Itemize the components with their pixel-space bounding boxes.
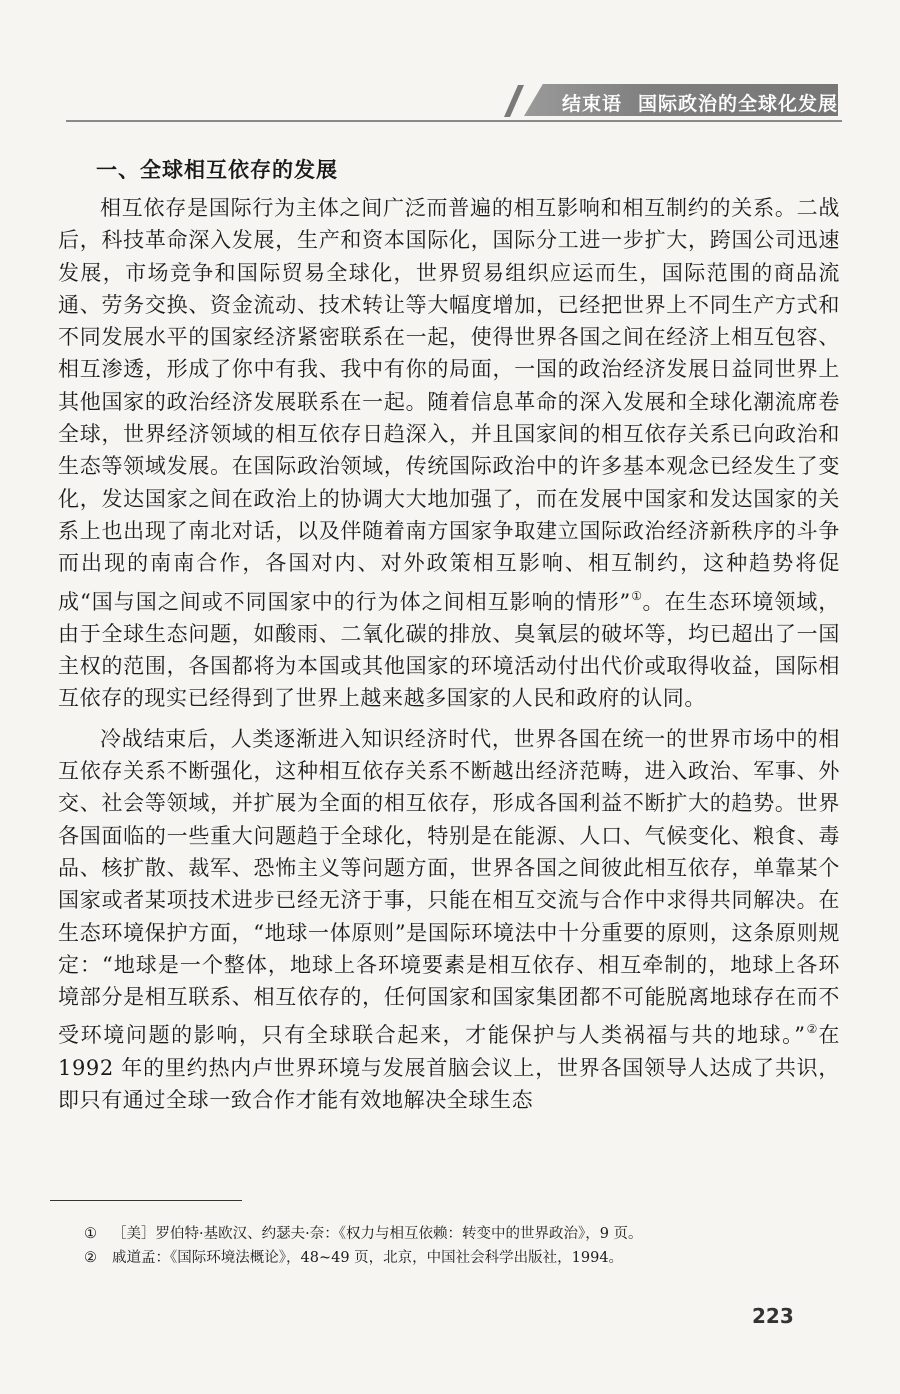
footnote-mark: ② [84, 1250, 97, 1266]
page-number: 223 [752, 1304, 794, 1328]
running-header [498, 81, 838, 119]
paragraph-text: 。在生态环境领域，由于全球生态问题，如酸雨、二氧化碳的排放、臭氧层的破坏等，均已超出了一国主权的范围，各国都将为本国或其他国家的环境活动付出代价或取得收益，国际相互依存的现实已经得到了世界上越来越多国家的人民和政府的认同。 [58, 589, 840, 711]
footnote-text: 戚道孟：《国际环境法概论》，48~49 页，北京，中国社会科学出版社，1994。 [112, 1250, 624, 1266]
paragraph-text: 相互依存是国际行为主体之间广泛而普遍的相互影响和相互制约的关系。二战后，科技革命深入发展，生产和资本国际化，国际分工进一步扩大，跨国公司迅速发展，市场竞争和国际贸易全球化，世界贸易组织应运而生，国际范围的商品流通、劳务交换、资金流动、技术转让等大幅度增加，已经把世界上不同生产方式和不同发展水平的国家经济紧密联系在一起，使得世界各国之间在经济上相互包容、相互渗透，形成了你中有我、我中有你的局面，一国的政治经济发展日益同世界上其他国家的政治经济发展联系在一起。随着信息革命的深入发展和全球化潮流席卷全球，世界经济领域的相互依存日趋深入，并且国家间的相互依存关系已向政治和生态等领域发展。在国际政治领域，传统国际政治中的许多基本观念已经发生了变化，发达国家之间在政治上的协调大大地加强了，而在发展中国家和发达国家的关系上也出现了南北对话，以及伴随着南方国家争取建立国际政治经济新秩序的斗争而出现的南南合作，各国对内、对外政策相互影响、相互制约，这种趋势将促成“国与国之间或不同国家中的行为体之间相互影响的情形” [58, 196, 840, 614]
body-text [58, 192, 840, 1116]
footnote [84, 1222, 844, 1246]
footnote [84, 1246, 844, 1270]
footnote-text: ［美］罗伯特·基欧汉、约瑟夫·奈：《权力与相互依赖：转变中的世界政治》，9 页。 [112, 1226, 643, 1242]
footnote-rule [50, 1200, 242, 1201]
paragraph [58, 192, 840, 715]
footnote-mark: ① [84, 1226, 97, 1242]
paragraph-text: 在 1992 年的里约热内卢世界环境与发展首脑会议上，世界各国领导人达成了共识，即只有通过全球一致合作才能有效地解决全球生态 [58, 1023, 840, 1113]
chapter-title: 国际政治的全球化发展 [638, 93, 839, 115]
section-heading: 一、全球相互依存的发展 [96, 157, 338, 182]
chapter-label: 结束语 [562, 93, 623, 115]
footnote-ref[interactable]: ① [630, 588, 643, 603]
paragraph-text: 冷战结束后，人类逐渐进入知识经济时代，世界各国在统一的世界市场中的相互依存关系不断强化，这种相互依存关系不断越出经济范畴，进入政治、军事、外交、社会等领域，并扩展为全面的相互依存，形成各国利益不断扩大的趋势。世界各国面临的一些重大问题趋于全球化，特别是在能源、人口、气候变化、粮食、毒品、核扩散、裁军、恐怖主义等问题方面，世界各国之间彼此相互依存，单靠某个国家或者某项技术进步已经无济于事，只能在相互交流与合作中求得共同解决。在生态环境保护方面，“地球一体原则”是国际环境法中十分重要的原则，这条原则规定：“地球是一个整体，地球上各环境要素是相互依存、相互牵制的，地球上各环境部分是相互联系、相互依存的，任何国家和国家集团都不可能脱离地球存在而不受环境问题的影响，只有全球联合起来，才能保护与人类祸福与共的地球。” [58, 726, 840, 1048]
footnote-ref[interactable]: ② [805, 1022, 819, 1037]
footnotes [84, 1222, 844, 1270]
paragraph [58, 723, 840, 1117]
header-rule [66, 120, 842, 122]
header-slash-decoration [504, 85, 530, 117]
